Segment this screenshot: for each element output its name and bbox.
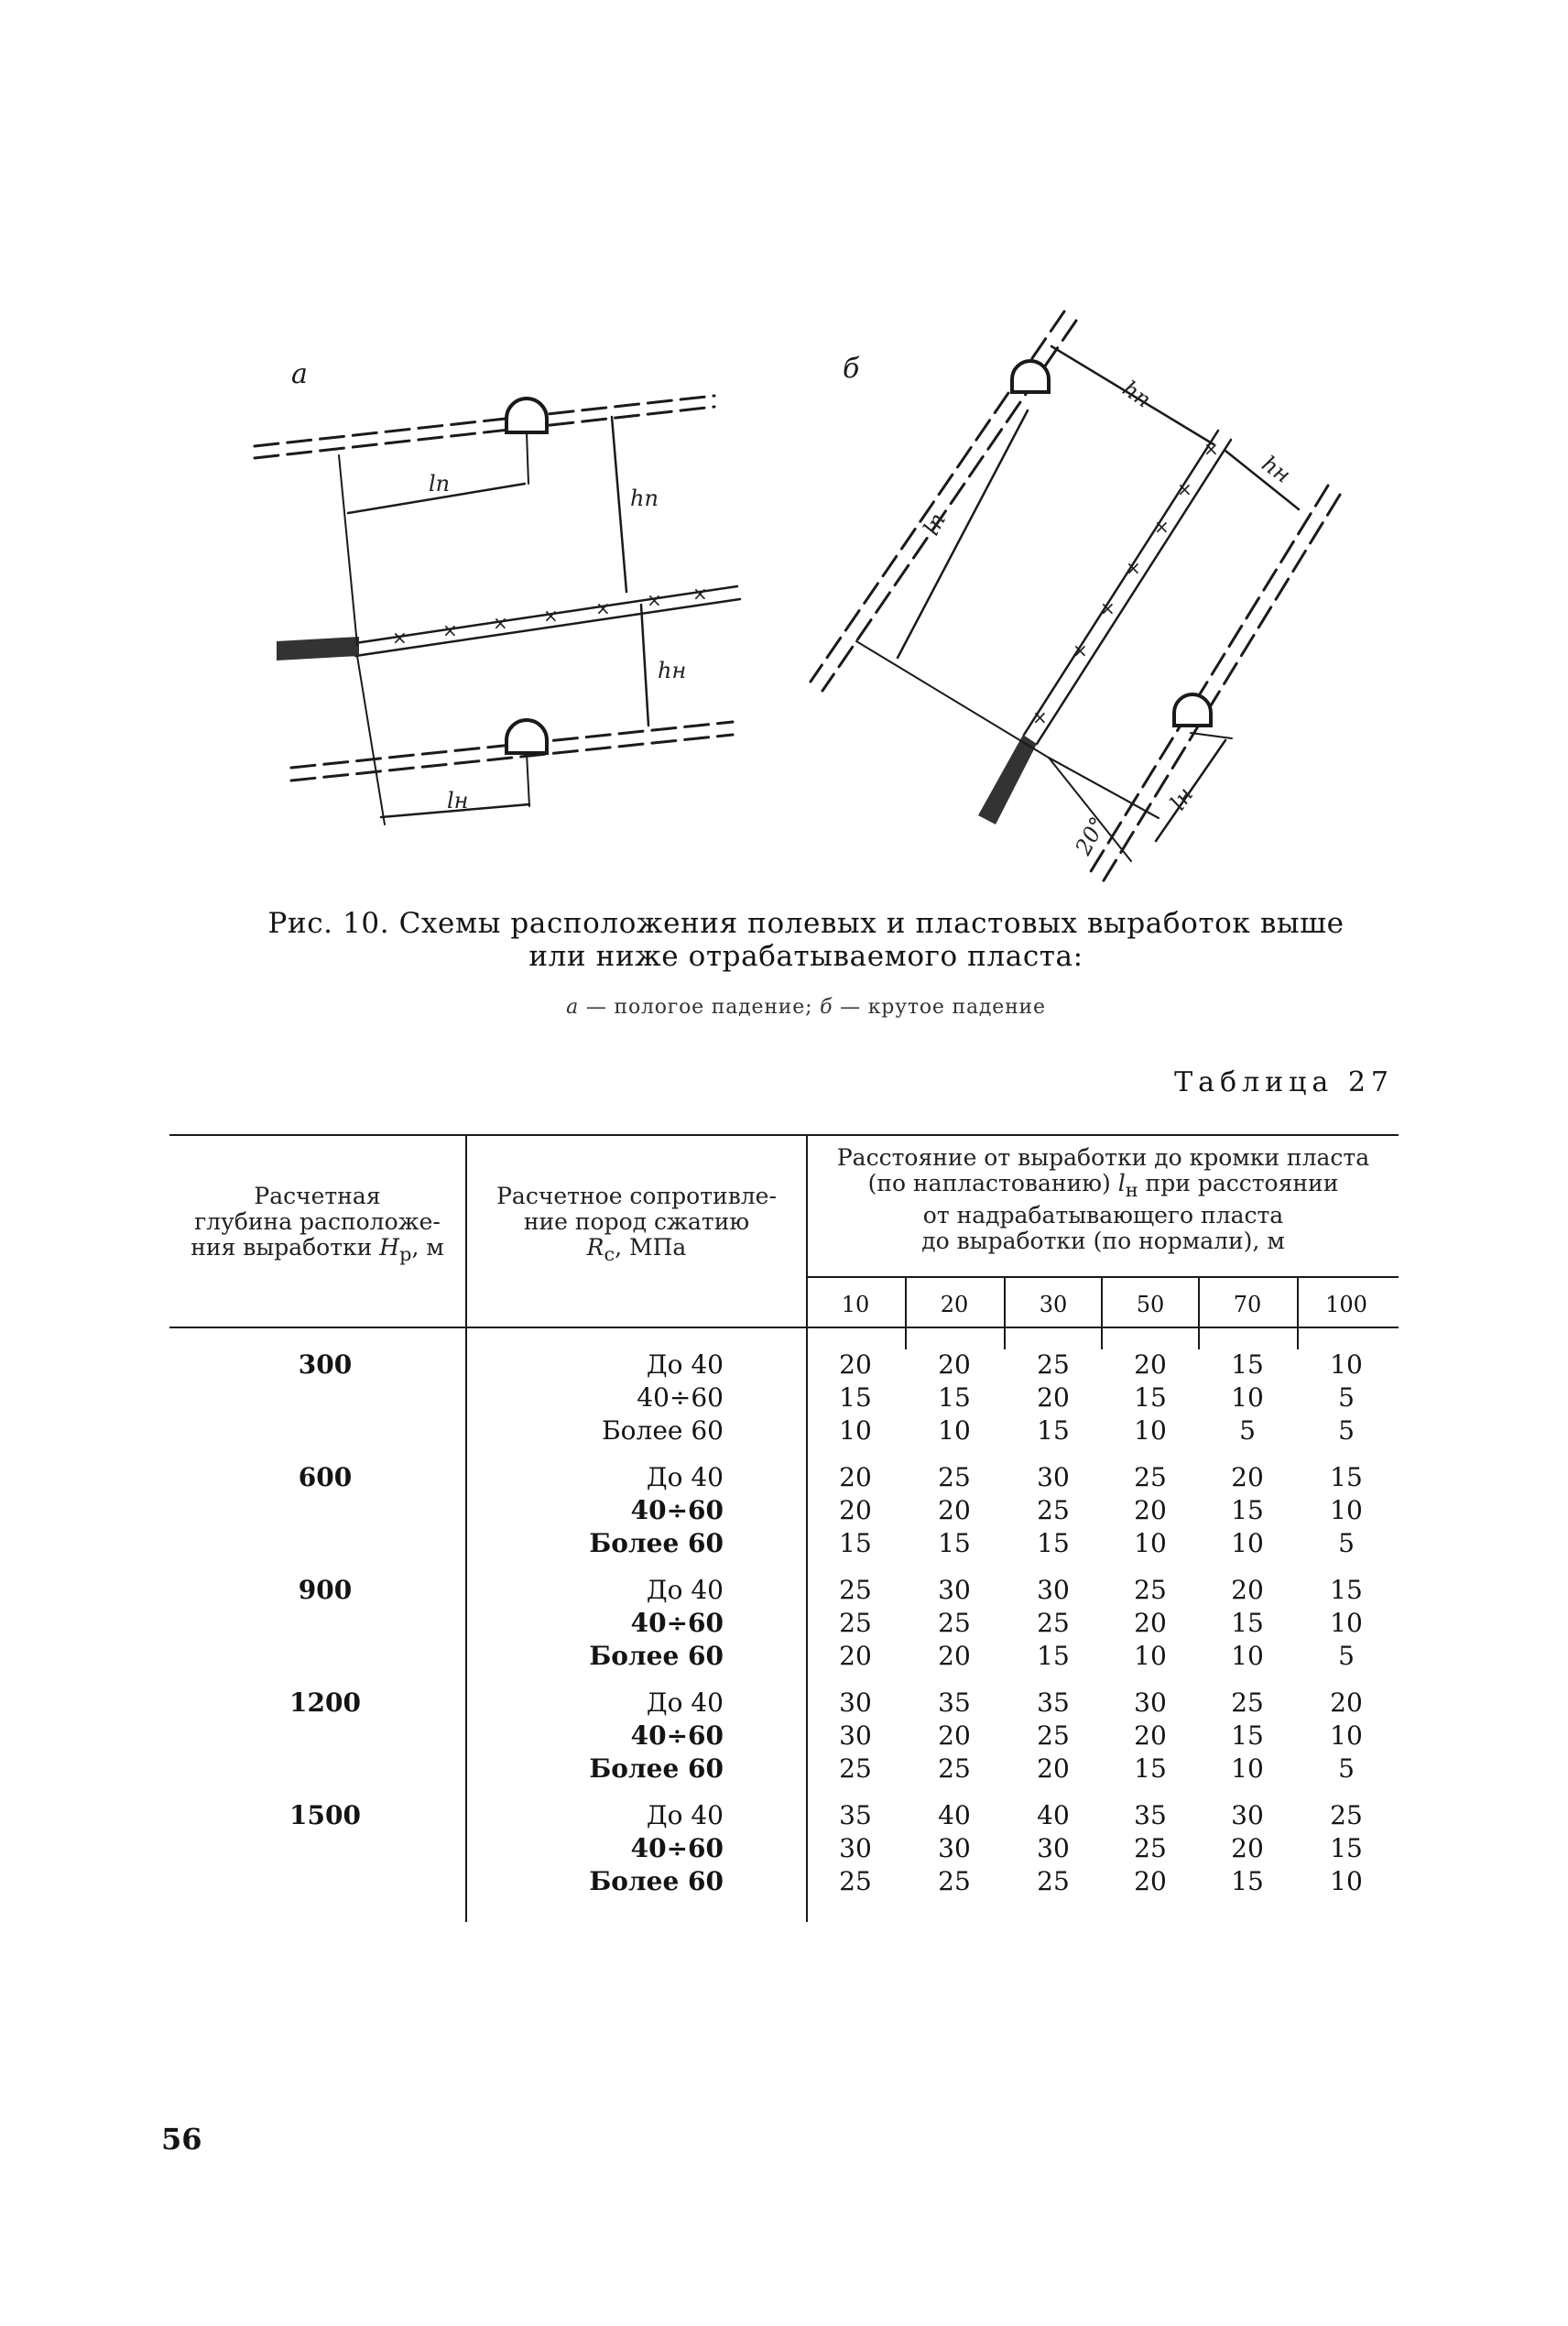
label-a-h-n: hн xyxy=(658,658,687,683)
dimension-h-p xyxy=(612,417,626,592)
resistance-value: 40÷60 xyxy=(630,1833,724,1863)
header-distance-line-2b: при расстоянии xyxy=(1138,1170,1339,1196)
svg-text:×: × xyxy=(493,612,508,634)
table-cell: 20 xyxy=(938,1495,971,1525)
table-cell: 10 xyxy=(839,1415,872,1446)
resistance-value: 40÷60 xyxy=(637,1382,724,1413)
header-resistance-unit: , МПа xyxy=(615,1234,687,1261)
label-a-h-p: hп xyxy=(630,486,659,511)
table-cell: 25 xyxy=(839,1575,872,1605)
lower-steep-arch xyxy=(1174,694,1211,726)
table-cell: 25 xyxy=(839,1608,872,1638)
table-cell: 15 xyxy=(1134,1753,1167,1784)
header-resistance-line-1: Расчетное сопротивле- xyxy=(496,1183,777,1209)
label-b-angle: 20° xyxy=(1070,813,1112,859)
table-cell: 25 xyxy=(839,1866,872,1896)
svg-text:×: × xyxy=(1032,706,1048,728)
figure-caption: Рис. 10. Схемы расположения полевых и пластовых выработок выше или ниже отрабатываемого пласта: xyxy=(267,907,1345,973)
label-b-l-p: lп xyxy=(918,508,952,540)
column-header-distance: 70 xyxy=(1233,1292,1262,1317)
table-cell: 20 xyxy=(1037,1382,1070,1413)
table-cell: 15 xyxy=(1330,1575,1363,1605)
table-cell: 20 xyxy=(839,1349,872,1380)
resistance-group xyxy=(513,1461,724,1560)
depth-value: 1500 xyxy=(289,1800,361,1830)
table-cell: 20 xyxy=(1134,1866,1167,1896)
table-cell: 10 xyxy=(1330,1866,1363,1896)
table-cell: 20 xyxy=(1134,1349,1167,1380)
resistance-value: До 40 xyxy=(646,1575,724,1605)
lower-steep-line-2 xyxy=(1101,495,1340,885)
table-cell: 20 xyxy=(839,1495,872,1525)
header-depth-symbol: H xyxy=(379,1234,400,1261)
resistance-value: 40÷60 xyxy=(630,1495,724,1525)
table-cell: 30 xyxy=(1231,1800,1264,1830)
table-cell: 30 xyxy=(1037,1833,1070,1863)
table-title: Таблица 27 xyxy=(1174,1066,1394,1098)
header-depth-line-1: Расчетная xyxy=(254,1183,381,1209)
steep-worked-out-hatch xyxy=(978,735,1037,824)
svg-text:×: × xyxy=(442,619,458,641)
header-depth-subscript: р xyxy=(399,1243,412,1265)
table-cell: 5 xyxy=(1338,1382,1355,1413)
table-cell: 20 xyxy=(839,1641,872,1671)
extension-line-upper xyxy=(339,455,357,645)
figure-caption-legend xyxy=(256,996,1356,1019)
table-cell: 25 xyxy=(938,1462,971,1492)
table-cell: 15 xyxy=(1231,1720,1264,1751)
table-cell: 25 xyxy=(938,1866,971,1896)
header-depth-line-3-text: ния выработки xyxy=(191,1234,380,1261)
table-cell: 25 xyxy=(938,1608,971,1638)
table-cell: 5 xyxy=(1338,1641,1355,1671)
table-cell: 15 xyxy=(1037,1415,1070,1446)
dimension-b-h-n xyxy=(1225,451,1299,509)
dimension-b-l-n xyxy=(1156,740,1225,841)
resistance-value: До 40 xyxy=(646,1462,724,1492)
table-cell: 20 xyxy=(1134,1720,1167,1751)
header-distance xyxy=(808,1145,1399,1254)
header-resistance-subscript: с xyxy=(604,1243,615,1265)
table-cell: 25 xyxy=(1231,1687,1264,1718)
legend-a-key: а xyxy=(566,996,580,1019)
steep-seam-line-1 xyxy=(1024,431,1218,735)
table-cell: 35 xyxy=(938,1687,971,1718)
table-cell: 10 xyxy=(1231,1382,1264,1413)
upper-working-line-1 xyxy=(255,396,714,446)
col-divider-1 xyxy=(905,1276,907,1349)
extension-line-lower-arch xyxy=(527,753,529,806)
table-cell: 10 xyxy=(1330,1349,1363,1380)
table-cell: 25 xyxy=(1037,1866,1070,1896)
resistance-group xyxy=(513,1687,724,1785)
header-resistance-symbol: R xyxy=(586,1234,604,1261)
header-resistance xyxy=(467,1184,806,1267)
table-cell: 20 xyxy=(1134,1495,1167,1525)
svg-text:×: × xyxy=(1073,639,1088,661)
header-distance-line-3: от надрабатывающего пласта xyxy=(922,1202,1284,1229)
svg-text:×: × xyxy=(1203,438,1219,460)
table-cell: 5 xyxy=(1239,1415,1256,1446)
header-distance-subscript: н xyxy=(1125,1179,1138,1201)
panel-a-letter: а xyxy=(291,358,308,390)
table-cell: 10 xyxy=(1231,1753,1264,1784)
column-header-distance: 10 xyxy=(841,1292,870,1317)
table-cell: 10 xyxy=(938,1415,971,1446)
depth-value: 900 xyxy=(298,1575,353,1605)
svg-text:×: × xyxy=(1177,478,1192,500)
svg-text:×: × xyxy=(392,627,408,649)
svg-text:×: × xyxy=(647,589,662,611)
extension-line-lower xyxy=(357,656,385,824)
header-depth-unit: , м xyxy=(411,1234,444,1261)
column-header-distance: 20 xyxy=(940,1292,969,1317)
figure-panel-b xyxy=(811,311,1340,885)
svg-text:×: × xyxy=(1126,557,1141,579)
extension-b-arch xyxy=(1191,733,1232,738)
dimension-b-l-p xyxy=(898,410,1028,658)
table-cell: 5 xyxy=(1338,1528,1355,1558)
header-distance-line-2 xyxy=(808,1171,1399,1203)
resistance-group xyxy=(513,1574,724,1673)
table-cell: 15 xyxy=(1231,1495,1264,1525)
table-cell: 15 xyxy=(1134,1382,1167,1413)
table-cell: 20 xyxy=(1231,1462,1264,1492)
col-divider-2 xyxy=(1004,1276,1006,1349)
resistance-group xyxy=(513,1799,724,1898)
table-cell: 20 xyxy=(1231,1575,1264,1605)
table-cell: 40 xyxy=(1037,1800,1070,1830)
col-divider-5 xyxy=(1297,1276,1299,1349)
label-a-l-p: lп xyxy=(429,471,451,497)
svg-text:×: × xyxy=(595,597,611,619)
table-cell: 15 xyxy=(1231,1349,1264,1380)
table-cell: 15 xyxy=(839,1528,872,1558)
table-cell: 10 xyxy=(1134,1415,1167,1446)
table-cell: 10 xyxy=(1330,1608,1363,1638)
resistance-value: Более 60 xyxy=(589,1528,724,1558)
table-cell: 15 xyxy=(839,1382,872,1413)
upper-working-line-2 xyxy=(255,407,714,458)
table-cell: 10 xyxy=(1231,1641,1264,1671)
resistance-value: До 40 xyxy=(646,1687,724,1718)
table-cell: 35 xyxy=(839,1800,872,1830)
header-depth xyxy=(169,1184,465,1267)
resistance-value: Более 60 xyxy=(602,1415,724,1446)
table-cell: 20 xyxy=(938,1349,971,1380)
table-cell: 20 xyxy=(1330,1687,1363,1718)
resistance-value: До 40 xyxy=(646,1349,724,1380)
table-cell: 15 xyxy=(1330,1462,1363,1492)
header-resistance-line-2: ние пород сжатию xyxy=(523,1208,750,1235)
dimension-h-n xyxy=(641,605,648,726)
table-cell: 25 xyxy=(1037,1720,1070,1751)
table-cell: 30 xyxy=(839,1833,872,1863)
table-cell: 25 xyxy=(1037,1495,1070,1525)
legend-b-text: — крутое падение xyxy=(833,996,1046,1019)
label-b-h-p: hп xyxy=(1117,375,1156,413)
header-resistance-line-3 xyxy=(467,1235,806,1267)
legend-b-key: б xyxy=(820,996,833,1019)
table-cell: 25 xyxy=(1037,1608,1070,1638)
resistance-value: Более 60 xyxy=(589,1866,724,1896)
table-cell: 25 xyxy=(1330,1800,1363,1830)
table-cell: 10 xyxy=(1134,1641,1167,1671)
figure-mine-workings-schemes xyxy=(238,284,1356,925)
table-cell: 20 xyxy=(938,1720,971,1751)
svg-text:×: × xyxy=(543,605,559,627)
col-divider-3 xyxy=(1101,1276,1103,1349)
table-cell: 25 xyxy=(1037,1349,1070,1380)
table-cell: 35 xyxy=(1037,1687,1070,1718)
table-cell: 15 xyxy=(1330,1833,1363,1863)
header-distance-line-4: до выработки (по нормали), м xyxy=(921,1228,1285,1254)
label-b-l-n: lн xyxy=(1164,782,1199,815)
svg-text:×: × xyxy=(692,583,708,605)
table-cell: 15 xyxy=(1037,1528,1070,1558)
resistance-value: Более 60 xyxy=(589,1753,724,1784)
table-cell: 25 xyxy=(938,1753,971,1784)
table-cell: 25 xyxy=(1134,1462,1167,1492)
resistance-value: 40÷60 xyxy=(630,1608,724,1638)
table-cell: 35 xyxy=(1134,1800,1167,1830)
table-cell: 25 xyxy=(1134,1833,1167,1863)
table-cell: 20 xyxy=(1134,1608,1167,1638)
header-depth-line-2: глубина расположе- xyxy=(194,1208,441,1235)
column-header-distance: 50 xyxy=(1136,1292,1165,1317)
resistance-value: До 40 xyxy=(646,1800,724,1830)
table-cell: 10 xyxy=(1231,1528,1264,1558)
label-b-h-n: hн xyxy=(1257,450,1296,488)
label-a-l-n: lн xyxy=(447,788,469,814)
table-cell: 5 xyxy=(1338,1415,1355,1446)
table-cell: 25 xyxy=(1134,1575,1167,1605)
table-cell: 10 xyxy=(1330,1495,1363,1525)
table-cell: 30 xyxy=(938,1575,971,1605)
table-cell: 30 xyxy=(839,1687,872,1718)
svg-text:×: × xyxy=(1100,597,1116,619)
depth-value: 600 xyxy=(298,1462,353,1492)
table-cell: 15 xyxy=(1231,1866,1264,1896)
upper-steep-arch xyxy=(1012,361,1049,392)
depth-value: 1200 xyxy=(289,1687,361,1718)
column-header-distance: 100 xyxy=(1325,1292,1367,1317)
table-cell: 20 xyxy=(1231,1833,1264,1863)
resistance-value: 40÷60 xyxy=(630,1720,724,1751)
panel-b-letter: б xyxy=(843,353,860,385)
table-cell: 5 xyxy=(1338,1753,1355,1784)
table-header-bottom-rule xyxy=(169,1327,1399,1328)
table-cell: 40 xyxy=(938,1800,971,1830)
resistance-group xyxy=(513,1349,724,1447)
lower-working-arch xyxy=(506,720,547,753)
header-distance-symbol: l xyxy=(1117,1170,1126,1196)
header-distance-line-1: Расстояние от выработки до кромки пласта xyxy=(836,1144,1370,1171)
table-cell: 15 xyxy=(1231,1608,1264,1638)
table-cell: 10 xyxy=(1134,1528,1167,1558)
legend-a-text: — пологое падение; xyxy=(579,996,821,1019)
page-number: 56 xyxy=(161,2122,202,2157)
svg-text:×: × xyxy=(1154,516,1170,538)
table-cell: 15 xyxy=(938,1382,971,1413)
table-cell: 15 xyxy=(1037,1641,1070,1671)
table-cell: 10 xyxy=(1330,1720,1363,1751)
steep-seam-crosses xyxy=(1032,438,1219,728)
table-cell: 25 xyxy=(839,1753,872,1784)
table-cell: 15 xyxy=(938,1528,971,1558)
table-cell: 20 xyxy=(1037,1753,1070,1784)
header-depth-line-3 xyxy=(169,1235,465,1267)
table-cell: 30 xyxy=(938,1833,971,1863)
header-distance-line-2a: (по напластованию) xyxy=(867,1170,1118,1196)
column-header-distance: 30 xyxy=(1039,1292,1068,1317)
extension-line-upper-arch xyxy=(527,432,528,484)
table-cell: 30 xyxy=(839,1720,872,1751)
col-divider-4 xyxy=(1198,1276,1200,1349)
table-cell: 30 xyxy=(1037,1575,1070,1605)
depth-value: 300 xyxy=(298,1349,353,1380)
resistance-value: Более 60 xyxy=(589,1641,724,1671)
figure-panel-a xyxy=(255,358,740,824)
table-cell: 30 xyxy=(1037,1462,1070,1492)
table-cell: 20 xyxy=(938,1641,971,1671)
worked-out-seam-hatch xyxy=(277,637,359,661)
upper-working-arch xyxy=(506,399,547,432)
table-cell: 20 xyxy=(839,1462,872,1492)
lower-steep-line-1 xyxy=(1088,486,1328,876)
table-top-rule xyxy=(169,1134,1399,1136)
seam-crosses xyxy=(392,583,708,649)
table-cell: 30 xyxy=(1134,1687,1167,1718)
